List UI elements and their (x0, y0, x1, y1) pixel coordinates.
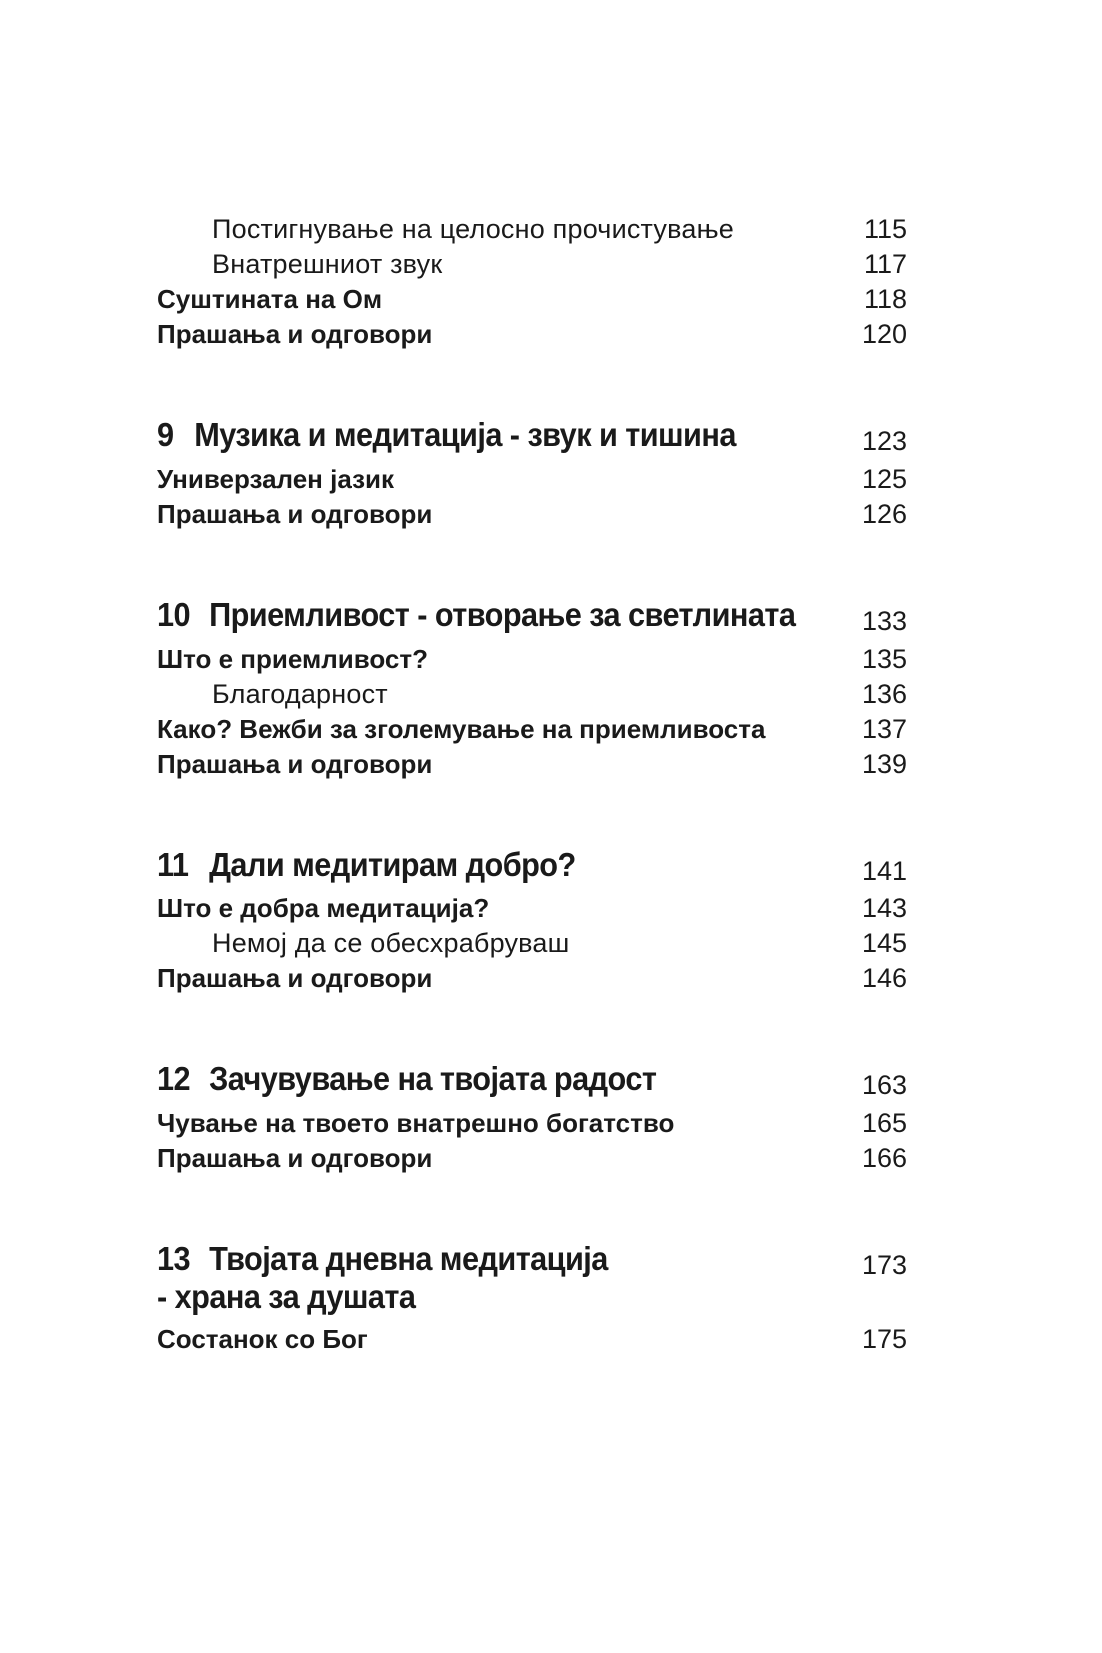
toc-entry-title: Прашања и одговори (157, 963, 433, 993)
toc-entry-title: Прашања и одговори (157, 749, 433, 779)
toc-chapter-title: Зачувување на твојата радост (209, 1060, 657, 1097)
toc-subentry[interactable] (157, 214, 907, 245)
toc-section[interactable] (157, 464, 907, 495)
toc-chapter[interactable] (157, 1060, 907, 1098)
toc-chapter-heading (157, 416, 855, 454)
toc-section[interactable] (157, 963, 907, 994)
toc-page-number: 166 (861, 1143, 907, 1173)
toc-page-number: 163 (861, 1070, 907, 1100)
toc-chapter-title: Приемливост - отворање за светлината (209, 596, 796, 633)
toc-chapter-number: 11 (157, 846, 189, 883)
toc-section[interactable] (157, 644, 907, 675)
toc-page-number: 175 (861, 1324, 907, 1354)
toc-page-number: 165 (861, 1108, 907, 1138)
toc-chapter-heading (157, 596, 855, 634)
toc-page-number: 115 (863, 214, 907, 244)
toc-page-number: 117 (863, 249, 907, 279)
toc-entry-title: Состанок со Бог (157, 1324, 368, 1354)
toc-section[interactable] (157, 1108, 907, 1139)
toc-chapter[interactable] (157, 846, 907, 884)
toc-entry-title: Прашања и одговори (157, 1143, 433, 1173)
toc-page-number: 133 (861, 606, 907, 636)
toc-page-number: 146 (861, 963, 907, 993)
toc-chapter-heading (157, 1060, 855, 1098)
toc-entry-title: Суштината на Ом (157, 284, 383, 314)
toc-page-number: 126 (861, 499, 907, 529)
toc-entry-title: Чување на твоето внатрешно богатство (157, 1108, 675, 1138)
toc-page-number: 118 (863, 284, 907, 314)
toc-entry-title: Немој да се обесхрабруваш (212, 928, 570, 958)
toc-chapter[interactable] (157, 1240, 907, 1316)
toc-page-number: 123 (861, 426, 907, 456)
toc-page-number: 125 (861, 464, 907, 494)
toc-chapter-number: 12 (157, 1060, 191, 1097)
toc-chapter-title: Дали медитирам добро? (209, 846, 576, 883)
toc-page-number: 141 (861, 856, 907, 886)
toc-entry-title: Што е добра медитација? (157, 893, 490, 923)
toc-entry-title: Внатрешниот звук (212, 249, 443, 279)
toc-page-number: 137 (861, 714, 907, 744)
toc-section[interactable] (157, 1143, 907, 1174)
toc-chapter-heading (157, 846, 855, 884)
toc-chapter-title: Твојата дневна медитација (209, 1240, 608, 1277)
toc-page-number: 143 (861, 893, 907, 923)
toc-entry-title: Прашања и одговори (157, 319, 433, 349)
toc-entry-title: Како? Вежби за зголемување на приемливоста (157, 714, 766, 744)
toc-chapter[interactable] (157, 596, 907, 634)
toc-section[interactable] (157, 499, 907, 530)
toc-page-number: 120 (861, 319, 907, 349)
toc-chapter-number: 13 (157, 1240, 191, 1277)
toc-section[interactable] (157, 893, 907, 924)
toc-section[interactable] (157, 284, 907, 315)
toc-chapter-title-line2: - храна за душата (157, 1278, 416, 1315)
toc-page-number: 135 (861, 644, 907, 674)
toc-chapter-heading (157, 1240, 855, 1278)
toc-chapter-title: Музика и медитација - звук и тишина (194, 416, 736, 453)
toc-entry-title: Прашања и одговори (157, 499, 433, 529)
toc-page-number: 136 (861, 679, 907, 709)
toc-page-number: 145 (861, 928, 907, 958)
toc-section[interactable] (157, 319, 907, 350)
toc-entry-title: Благодарност (212, 679, 388, 709)
toc-section[interactable] (157, 749, 907, 780)
toc-entry-title: Постигнување на целосно прочистување (212, 214, 734, 244)
toc-section[interactable] (157, 1324, 907, 1355)
toc-page-number: 173 (861, 1250, 907, 1280)
toc-entry-title: Универзален јазик (157, 464, 395, 494)
toc-chapter-number: 10 (157, 596, 191, 633)
toc-subentry[interactable] (157, 928, 907, 959)
toc-chapter-number: 9 (157, 416, 174, 453)
toc-subentry[interactable] (157, 249, 907, 280)
toc-subentry[interactable] (157, 679, 907, 710)
toc-entry-title: Што е приемливост? (157, 644, 428, 674)
toc-page-number: 139 (861, 749, 907, 779)
toc-section[interactable] (157, 714, 907, 745)
toc-chapter[interactable] (157, 416, 907, 454)
